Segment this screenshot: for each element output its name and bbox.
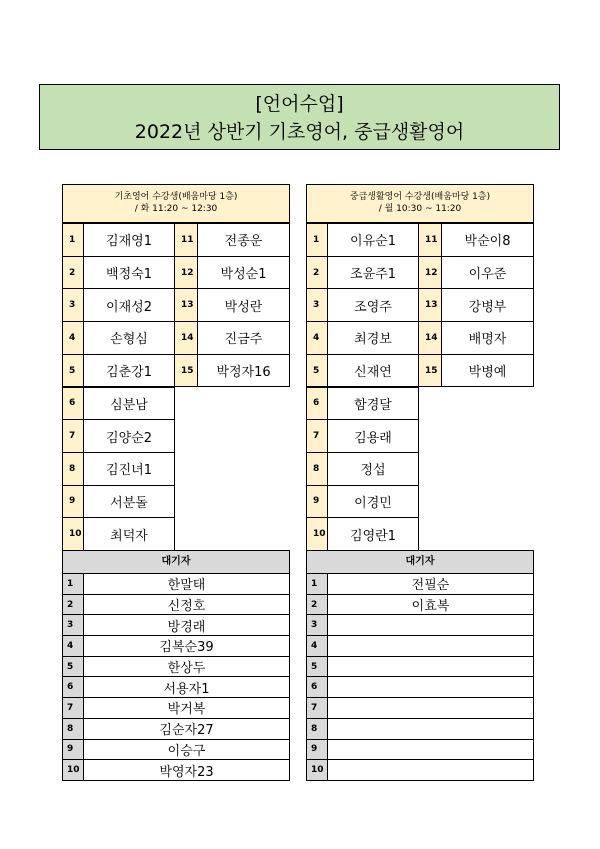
waitlist-name	[328, 719, 534, 740]
roster-name: 김진녀1	[83, 452, 175, 486]
roster-number: 14	[418, 321, 442, 355]
roster-number: 5	[306, 354, 328, 388]
roster-name: 김재영1	[83, 223, 175, 257]
waitlist-name	[328, 677, 534, 698]
waitlist	[62, 574, 290, 781]
waitlist-name: 신정호	[84, 595, 290, 616]
waitlist-row	[62, 595, 290, 616]
roster-name: 김영란1	[327, 517, 419, 551]
title-line1: [언어수업]	[255, 93, 344, 115]
roster-number: 9	[62, 485, 84, 519]
roster-name: 조윤주1	[327, 256, 419, 290]
panel-basic-english	[62, 184, 290, 781]
waitlist-number: 1	[306, 574, 328, 595]
panel-intermediate-english	[306, 184, 534, 781]
roster-name: 김용래	[327, 419, 419, 453]
roster-number: 3	[62, 288, 84, 322]
waitlist-row	[306, 740, 534, 761]
panel-header-line1: 중급생활영어 수강생(배움마당 1층)	[349, 192, 491, 202]
title-line2: 2022년 상반기 기초영어, 중급생활영어	[134, 121, 465, 143]
waitlist-name: 박영자23	[84, 760, 290, 781]
waitlist-number: 7	[306, 698, 328, 719]
waitlist-number: 8	[62, 719, 84, 740]
waitlist-number: 10	[306, 760, 328, 781]
waitlist-row	[306, 595, 534, 616]
waitlist-name: 한말태	[84, 574, 290, 595]
roster-number: 10	[62, 517, 84, 551]
panel-header-line2: / 화 11:20 ~ 12:30	[134, 204, 218, 214]
roster-number: 6	[306, 387, 328, 421]
roster-number: 12	[418, 256, 442, 290]
waitlist-header: 대기자	[306, 550, 534, 574]
roster-number: 15	[418, 354, 442, 388]
waitlist-name: 전필순	[328, 574, 534, 595]
roster-number: 14	[174, 321, 198, 355]
waitlist-row	[306, 574, 534, 595]
roster-name: 진금주	[197, 321, 290, 355]
waitlist-number: 4	[306, 636, 328, 657]
waitlist-number: 5	[306, 657, 328, 678]
waitlist-row	[62, 698, 290, 719]
roster-name: 전종운	[197, 223, 290, 257]
waitlist-row	[62, 615, 290, 636]
roster-name: 박병예	[441, 354, 534, 388]
roster-number: 10	[306, 517, 328, 551]
waitlist-row	[62, 636, 290, 657]
waitlist-row	[62, 719, 290, 740]
waitlist-number: 1	[62, 574, 84, 595]
roster-number: 11	[174, 223, 198, 257]
waitlist-name	[328, 698, 534, 719]
waitlist-number: 6	[306, 677, 328, 698]
waitlist-number: 2	[62, 595, 84, 616]
waitlist-name: 이승구	[84, 740, 290, 761]
waitlist-number: 9	[306, 740, 328, 761]
waitlist-row	[62, 677, 290, 698]
waitlist-number: 9	[62, 740, 84, 761]
roster-number: 4	[306, 321, 328, 355]
roster-name: 강병부	[441, 288, 534, 322]
roster-number: 9	[306, 485, 328, 519]
roster-grid	[62, 223, 290, 550]
waitlist-row	[306, 636, 534, 657]
roster-name: 박정자16	[197, 354, 290, 388]
roster-number: 2	[306, 256, 328, 290]
roster-number: 15	[174, 354, 198, 388]
waitlist-row	[62, 760, 290, 781]
roster-name: 김양순2	[83, 419, 175, 453]
waitlist-row	[306, 719, 534, 740]
roster-name: 백정숙1	[83, 256, 175, 290]
waitlist-name: 방경래	[84, 615, 290, 636]
roster-number: 13	[418, 288, 442, 322]
waitlist-number: 3	[62, 615, 84, 636]
roster-number: 13	[174, 288, 198, 322]
waitlist-number: 5	[62, 657, 84, 678]
waitlist-name	[328, 740, 534, 761]
waitlist-number: 8	[306, 719, 328, 740]
roster-name: 함경달	[327, 387, 419, 421]
roster-name: 박성순1	[197, 256, 290, 290]
roster-number: 12	[174, 256, 198, 290]
roster-name: 이경민	[327, 485, 419, 519]
roster-name: 이유순1	[327, 223, 419, 257]
roster-name: 조영주	[327, 288, 419, 322]
waitlist-row	[306, 615, 534, 636]
waitlist-name	[328, 657, 534, 678]
roster-number: 2	[62, 256, 84, 290]
roster-name: 손형심	[83, 321, 175, 355]
waitlist-number: 4	[62, 636, 84, 657]
title-box	[39, 84, 560, 150]
roster-name: 최덕자	[83, 517, 175, 551]
roster-name: 신재연	[327, 354, 419, 388]
waitlist-header: 대기자	[62, 550, 290, 574]
waitlist-name: 서용자1	[84, 677, 290, 698]
roster-name: 서분돌	[83, 485, 175, 519]
waitlist-name: 이효복	[328, 595, 534, 616]
panel-header	[62, 184, 290, 223]
panel-header	[306, 184, 534, 223]
waitlist-name: 김복순39	[84, 636, 290, 657]
waitlist-row	[306, 677, 534, 698]
roster-name: 최경보	[327, 321, 419, 355]
roster-number: 6	[62, 387, 84, 421]
waitlist-row	[306, 657, 534, 678]
roster-number: 3	[306, 288, 328, 322]
roster-number: 1	[306, 223, 328, 257]
waitlist	[306, 574, 534, 781]
waitlist-row	[62, 574, 290, 595]
waitlist-name: 박거복	[84, 698, 290, 719]
panel-header-line2: / 월 10:30 ~ 11:20	[378, 204, 462, 214]
roster-name: 이우준	[441, 256, 534, 290]
waitlist-number: 6	[62, 677, 84, 698]
roster-number: 7	[306, 419, 328, 453]
waitlist-name: 김순자27	[84, 719, 290, 740]
waitlist-name: 한상두	[84, 657, 290, 678]
waitlist-number: 10	[62, 760, 84, 781]
roster-number: 11	[418, 223, 442, 257]
roster-name: 김춘강1	[83, 354, 175, 388]
waitlist-number: 7	[62, 698, 84, 719]
roster-name: 박성란	[197, 288, 290, 322]
waitlist-name	[328, 615, 534, 636]
waitlist-name	[328, 636, 534, 657]
roster-name: 정섭	[327, 452, 419, 486]
waitlist-number: 2	[306, 595, 328, 616]
roster-name: 이재성2	[83, 288, 175, 322]
roster-number: 4	[62, 321, 84, 355]
waitlist-name	[328, 760, 534, 781]
roster-number: 8	[62, 452, 84, 486]
waitlist-row	[306, 698, 534, 719]
roster-number: 5	[62, 354, 84, 388]
waitlist-row	[62, 657, 290, 678]
waitlist-row	[306, 760, 534, 781]
panel-header-line1: 기초영어 수강생(배움마당 1층)	[114, 192, 238, 202]
waitlist-number: 3	[306, 615, 328, 636]
roster-name: 박순이8	[441, 223, 534, 257]
roster-name: 배명자	[441, 321, 534, 355]
waitlist-row	[62, 740, 290, 761]
roster-number: 8	[306, 452, 328, 486]
roster-number: 1	[62, 223, 84, 257]
roster-name: 심분남	[83, 387, 175, 421]
roster-number: 7	[62, 419, 84, 453]
roster-grid	[306, 223, 534, 550]
